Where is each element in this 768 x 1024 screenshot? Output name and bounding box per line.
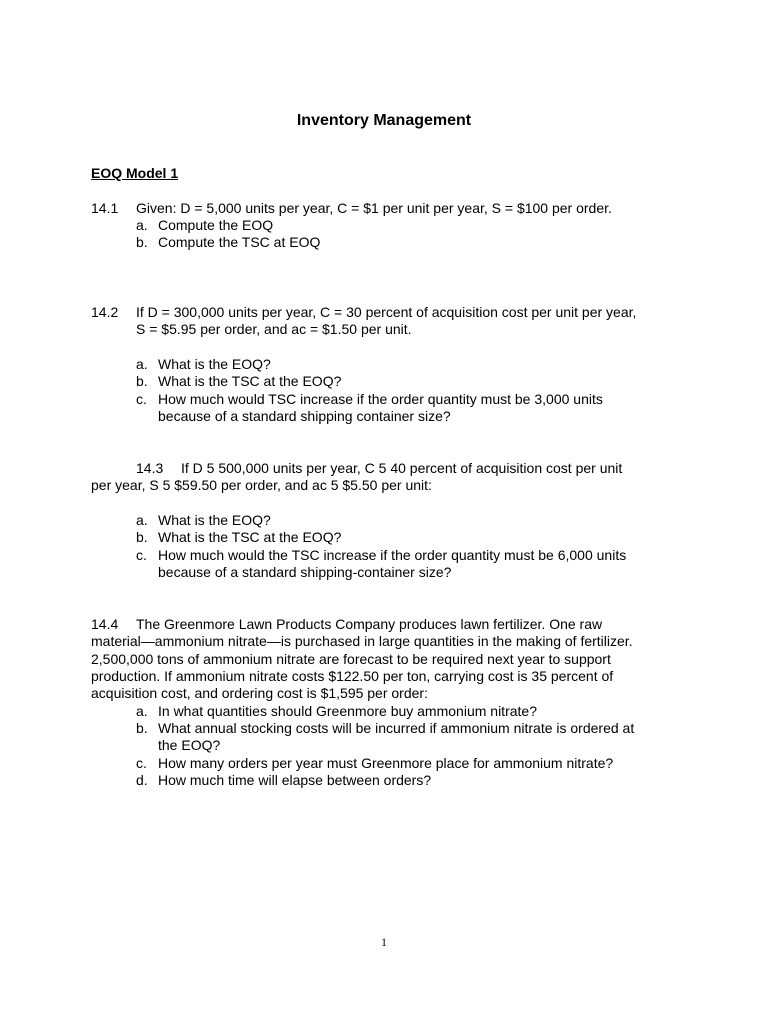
problem-text-line: per year, S 5 $59.50 per order, and ac 5 $5.50 per unit: <box>91 477 432 493</box>
problem-text-line: 2,500,000 tons of ammonium nitrate are forecast to be required next year to support <box>91 651 611 667</box>
item-text: Compute the TSC at EOQ <box>158 234 321 250</box>
item-text: How many orders per year must Greenmore place for ammonium nitrate? <box>158 755 614 771</box>
item-text: What is the TSC at the EOQ? <box>158 373 342 389</box>
problem-number: 14.2 <box>91 304 119 320</box>
problem-text-line: If D 5 500,000 units per year, C 5 40 percent of acquisition cost per unit <box>181 460 623 476</box>
item-text: What is the TSC at the EOQ? <box>158 529 342 545</box>
item-text: Compute the EOQ <box>158 217 274 233</box>
page-number: 1 <box>381 935 387 949</box>
problem-text-line: acquisition cost, and ordering cost is $1,595 per order: <box>91 685 428 701</box>
item-letter: a. <box>136 217 148 233</box>
item-text: In what quantities should Greenmore buy ammonium nitrate? <box>158 703 537 719</box>
item-letter: d. <box>136 772 148 788</box>
item-letter: b. <box>136 720 148 736</box>
item-letter: a. <box>136 512 148 528</box>
item-letter: c. <box>136 755 147 771</box>
item-text: How much would the TSC increase if the order quantity must be 6,000 units <box>158 547 627 563</box>
item-text: because of a standard shipping container size? <box>158 408 451 424</box>
problem-number: 14.4 <box>91 616 119 632</box>
problem-text-line: If D = 300,000 units per year, C = 30 percent of acquisition cost per unit per year, <box>136 304 637 320</box>
problem-text-line: Given: D = 5,000 units per year, C = $1 per unit per year, S = $100 per order. <box>136 200 612 216</box>
problem-text-line: material—ammonium nitrate—is purchased in large quantities in the making of fertilizer. <box>91 633 633 649</box>
item-text: What is the EOQ? <box>158 356 271 372</box>
problem-number: 14.1 <box>91 200 119 216</box>
item-text: How much time will elapse between orders? <box>158 772 432 788</box>
section-heading: EOQ Model 1 <box>91 165 179 181</box>
item-text: What is the EOQ? <box>158 512 271 528</box>
problem-text-line: production. If ammonium nitrate costs $122.50 per ton, carrying cost is 35 percent of <box>91 668 614 684</box>
item-text: How much would TSC increase if the order quantity must be 3,000 units <box>158 391 603 407</box>
item-letter: a. <box>136 356 148 372</box>
item-letter: b. <box>136 373 148 389</box>
item-text: the EOQ? <box>158 737 221 753</box>
item-letter: a. <box>136 703 148 719</box>
problem-text-line: S = $5.95 per order, and ac = $1.50 per unit. <box>136 321 412 337</box>
item-text: What annual stocking costs will be incurred if ammonium nitrate is ordered at <box>158 720 635 736</box>
item-text: because of a standard shipping-container size? <box>158 564 452 580</box>
item-letter: b. <box>136 529 148 545</box>
item-letter: b. <box>136 234 148 250</box>
item-letter: c. <box>136 547 147 563</box>
item-letter: c. <box>136 391 147 407</box>
problem-number: 14.3 <box>136 460 164 476</box>
problem-text-line: The Greenmore Lawn Products Company produces lawn fertilizer. One raw <box>136 616 603 632</box>
page-title: Inventory Management <box>296 112 472 129</box>
